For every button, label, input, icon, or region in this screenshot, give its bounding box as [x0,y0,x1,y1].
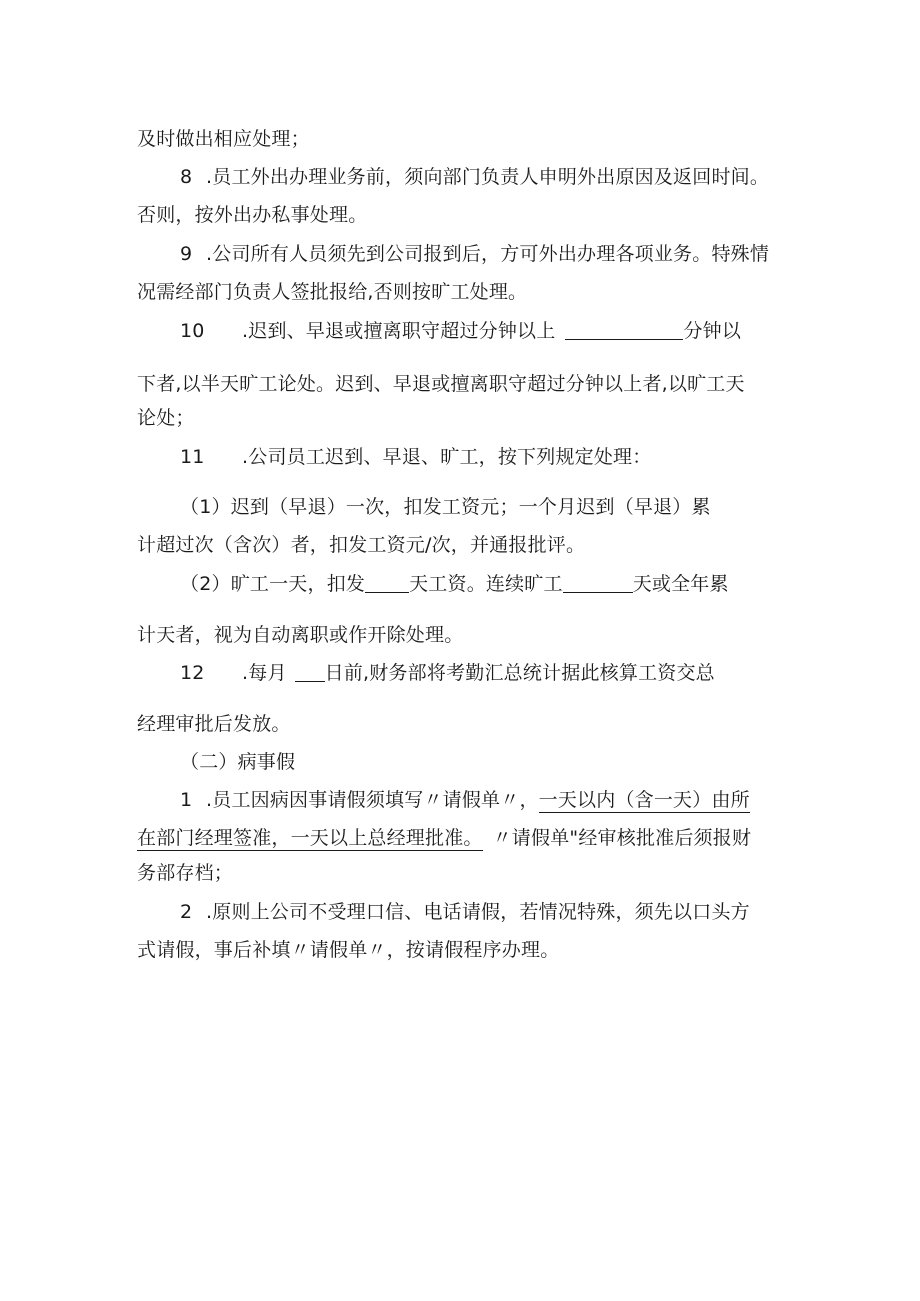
text-line: 务部存档； [137,862,234,884]
text-line: 计天者，视为自动离职或作开除处理。 [137,624,464,646]
item-number: 2 [180,901,193,923]
section-heading: （二）病事假 [180,751,296,773]
text-line: 式请假，事后补填〃请假单〃，按请假程序办理。 [137,939,560,961]
fill-in-blank[interactable] [563,572,633,593]
item-number: 8 [180,166,193,188]
text-line: 否则，按外出办私事处理。 [137,204,368,226]
fill-in-blank[interactable] [565,319,683,340]
item-number: 11 [180,446,205,468]
underlined-text: 一天以内（含一天）由所 [538,789,750,811]
item-number: 9 [180,243,193,265]
list-item-8 [180,164,769,190]
text-line: 下者,以半天旷工论处。迟到、早退或擅离职守超过分钟以上者,以旷工天 [137,373,745,395]
list-item-9 [180,241,769,267]
list-item-10 [180,318,741,344]
text-line [137,825,751,851]
item-text: 天或全年累 [632,573,729,595]
list-item-11 [180,444,651,470]
item-text: .公司所有人员须先到公司报到后，方可外出办理各项业务。特殊情 [206,243,770,265]
item-number: 1 [180,789,193,811]
fill-in-blank[interactable] [365,572,409,593]
text-line: 及时做出相应处理； [137,128,310,150]
item-text: .员工因病因事请假须填写〃请假单〃， [206,789,539,811]
item-text: 天工资。连续旷工 [409,573,563,595]
item-text: 日前,财务部将考勤汇总统计据此核算工资交总 [324,662,715,684]
item-text: .员工外出办理业务前，须向部门负责人申明外出原因及返回时间。 [206,166,770,188]
item-text: 〃请假单"经审核批准后须报财 [492,827,752,849]
text-line: （1）迟到（早退）一次，扣发工资元；一个月迟到（早退）累 [180,496,711,518]
item-number: 12 [180,662,205,684]
text-line: 况需经部门负责人签批报给,否则按旷工处理。 [137,281,528,303]
text-line [180,571,729,597]
item-text: （2）旷工一天，扣发 [180,573,366,595]
list-item-2 [180,899,750,925]
underlined-text: 在部门经理签准，一天以上总经理批准。 [137,827,483,849]
text-line: 计超过次（含次）者，扣发工资元/次，并通报批评。 [137,534,586,556]
list-item-1 [180,787,750,813]
text-line: 论处； [137,407,195,429]
item-text: .每月 [242,662,287,684]
list-item-12 [180,660,715,686]
item-text: .迟到、早退或擅离职守超过分钟以上 [242,320,556,342]
fill-in-blank[interactable] [295,661,325,682]
item-text: 分钟以 [683,320,742,342]
item-number: 10 [180,320,205,342]
item-text: .原则上公司不受理口信、电话请假，若情况特殊，须先以口头方 [206,901,750,923]
item-text: .公司员工迟到、早退、旷工，按下列规定处理： [242,446,652,468]
text-line: 经理审批后发放。 [137,713,291,735]
